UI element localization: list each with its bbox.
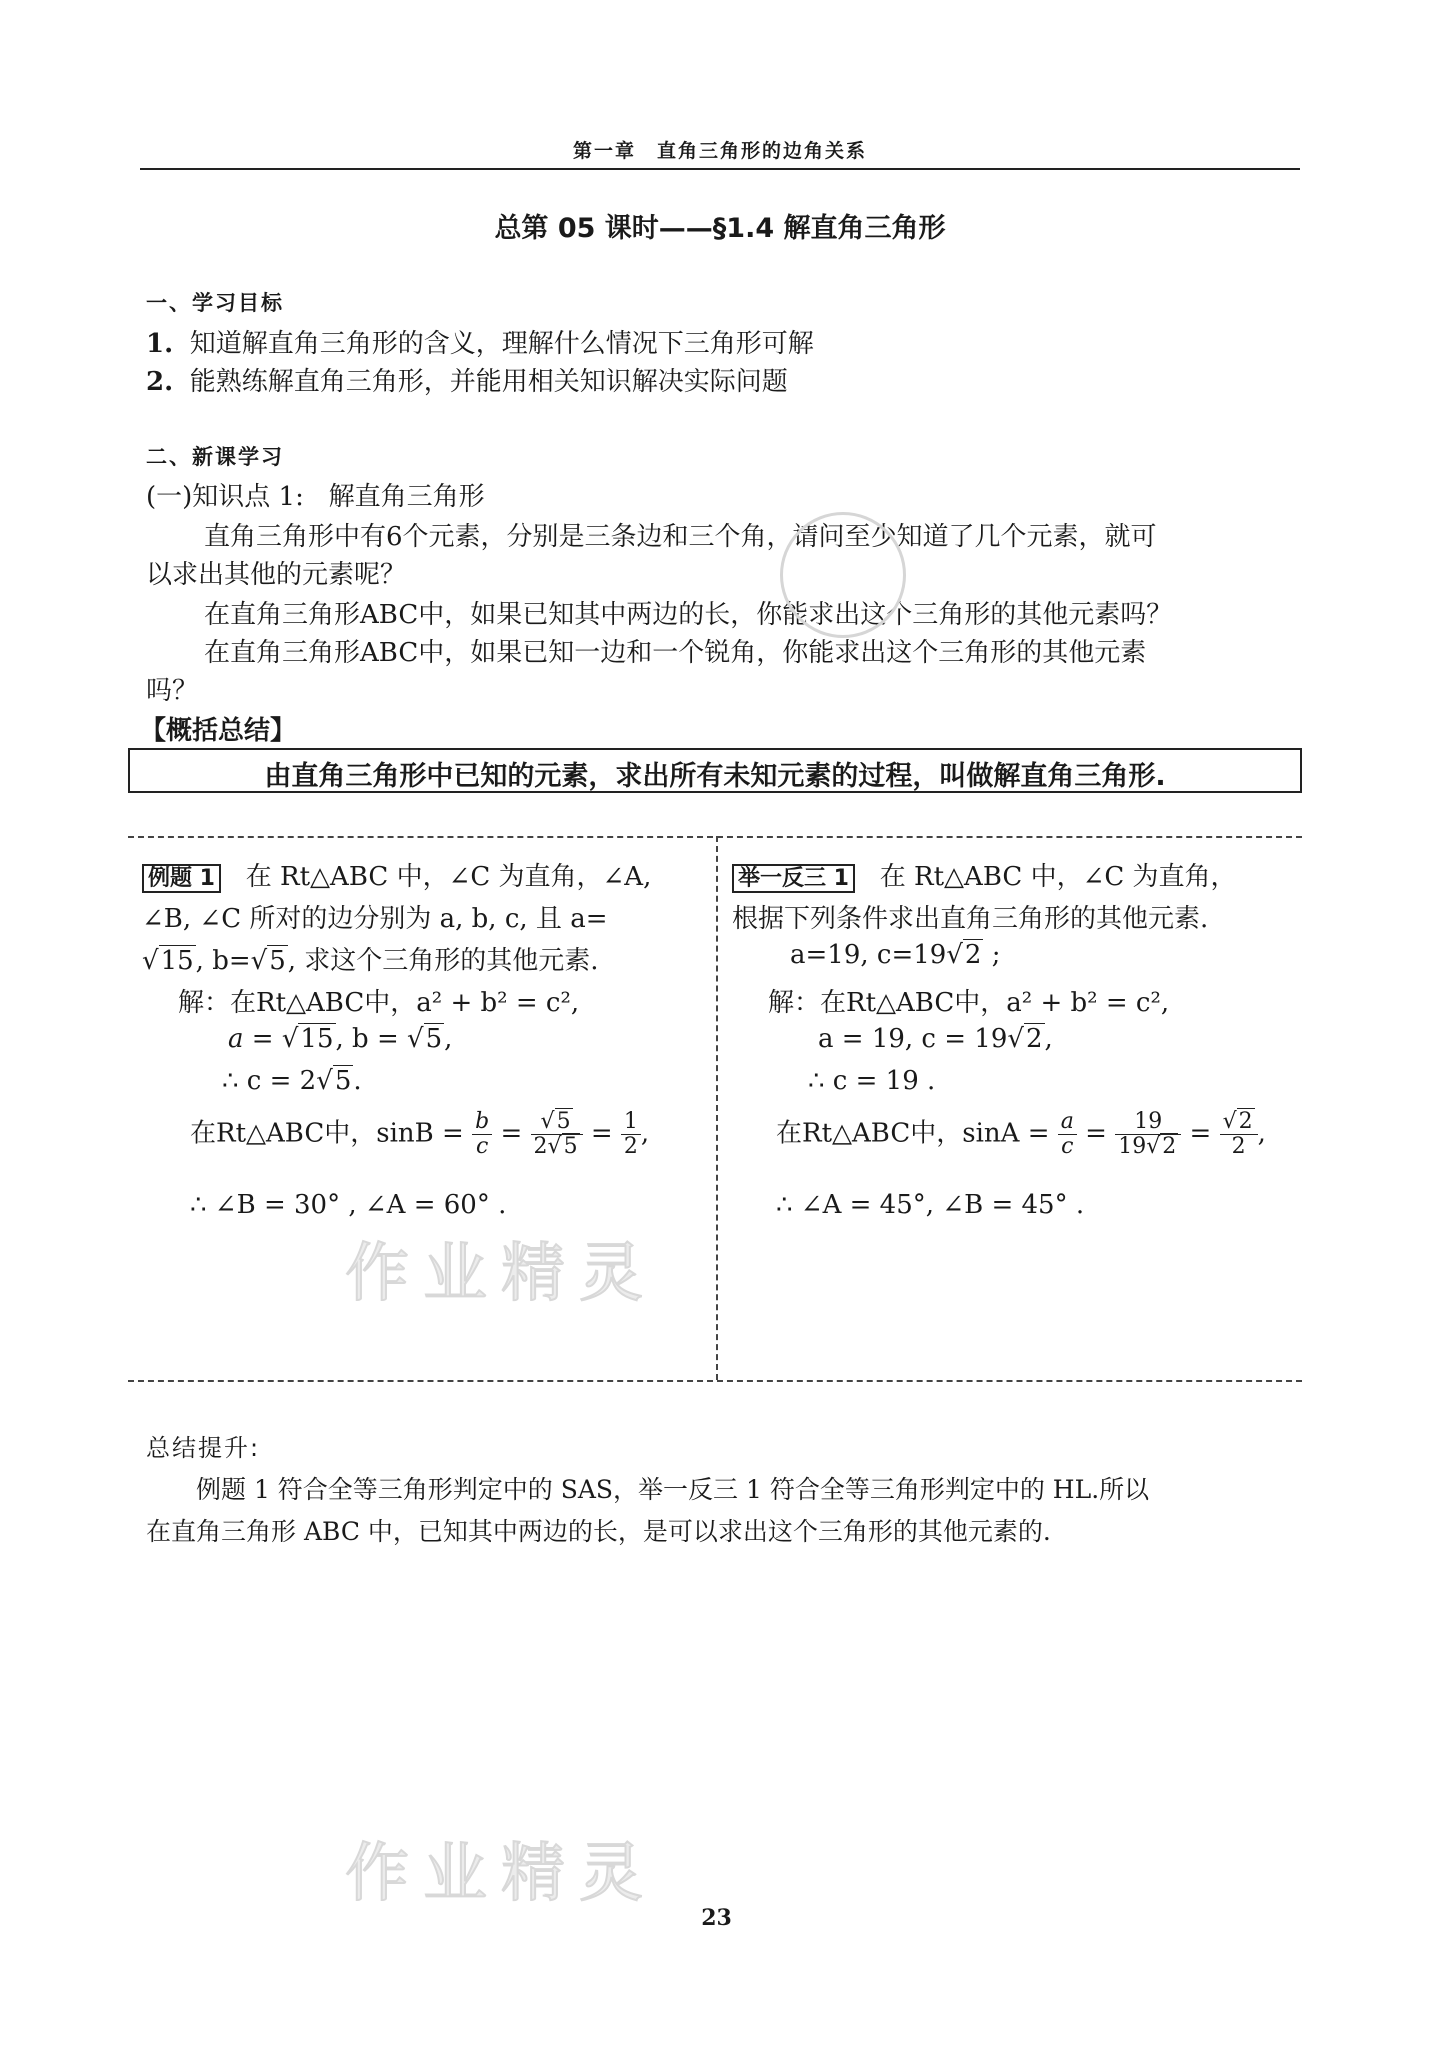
objective-2-text: 能熟练解直角三角形，并能用相关知识解决实际问题 [189,367,788,397]
examples-top-border [128,836,1302,838]
example2-line1-text: 在 Rt△ABC 中，∠C 为直角， [879,862,1237,892]
header-rule [140,168,1300,170]
example1-frac2-den-coef: 2 [533,1134,548,1160]
example1-sol2d: 5 [425,1024,443,1054]
summary-text: 由直角三角形中已知的元素，求出所有未知元素的过程，叫做解直角三角形. [264,761,1166,792]
watermark-2: 作业精灵 [345,1837,657,1911]
watermark-1: 作业精灵 [345,1237,657,1311]
example1-sol3c: . [353,1066,362,1096]
conclusion-line1: 例题 1 符合全等三角形判定中的 SAS，举一反三 1 符合全等三角形判定中的 HL.所以 [196,1475,1150,1504]
example2-line2: 根据下列条件求出直角三角形的其他元素. [732,904,1209,934]
summary-heading: 【概括总结】 [140,716,297,746]
objective-2-num: 2. [146,367,174,397]
example2-frac3 [1220,1110,1258,1159]
para1-line2: 以求出其他的元素呢？ [146,560,407,590]
example2-sol1: 解：在Rt△ABC中，a² + b² = c², [768,988,1170,1018]
section1-heading: 一、学习目标 [146,291,284,315]
para3-line1: 在直角三角形ABC中，如果已知一边和一个锐角，你能求出这个三角形的其他元素 [204,638,1147,668]
example1-line2: ∠B, ∠C 所对的边分别为 a, b, c, 且 a= [142,904,608,934]
example1-sol3a: ∴ c = 2 [222,1066,317,1096]
example1-label: 例题 1 [142,864,221,893]
example1-frac2-den-rad: 5 [563,1134,578,1160]
objective-1-text: 知道解直角三角形的含义，理解什么情况下三角形可解 [189,329,814,359]
example1-sol2: a = √15, b = √5, [228,1024,453,1054]
example2-frac3-num: √2 [1220,1110,1258,1135]
example1-frac1 [472,1110,492,1159]
example1-line1 [142,856,651,893]
example1-line1-text: 在 Rt△ABC 中，∠C 为直角，∠A, [245,862,652,892]
page-number: 23 [701,1905,732,1931]
example1-frac1-num: b [472,1110,492,1135]
section2-heading: 二、新课学习 [146,445,284,469]
example2-sol5: ∴ ∠A = 45°, ∠B = 45° . [776,1190,1085,1220]
chapter-header: 第一章 直角三角形的边角关系 [572,140,867,162]
example2-sol2a: a = 19, c = 19 [818,1024,1008,1054]
example2-frac1-num: a [1058,1110,1077,1135]
example1-sqrt15: 15 [160,946,194,976]
objective-1 [146,323,814,360]
para3-line2: 吗？ [146,676,199,706]
objective-2 [146,361,788,398]
example2-frac3-den: 2 [1231,1134,1246,1160]
para1-line1: 直角三角形中有6个元素，分别是三条边和三个角，请问至少知道了几个元素，就可 [204,522,1157,552]
example2-sol2c: , [1044,1024,1053,1054]
example1-sol1: 解：在Rt△ABC中，a² + b² = c², [178,988,580,1018]
example2-frac2 [1115,1110,1181,1159]
knowledge-point [146,476,485,513]
examples-bottom-border [128,1380,1302,1382]
example1-frac2-num-rad: 5 [556,1109,571,1134]
example1-sol2c: , b = [335,1024,399,1054]
example2-sol2b: 2 [1025,1024,1043,1054]
example2-line3a: a=19, c=19 [790,940,947,970]
example1-sol4: 在Rt△ABC中，sinB = $\frac{b}{c}$ = $\frac{√5}{2√5}$ = $\frac{1}{2}$ , [190,1109,650,1160]
example1-sol2b: 15 [300,1024,334,1054]
example1-frac3-den: 2 [623,1134,638,1160]
example1-block [142,856,651,893]
example2-sol4a: 在Rt△ABC中，sinA = [776,1118,1050,1149]
objective-1-num: 1. [146,329,174,359]
example2-frac2-num: 19 [1115,1110,1181,1135]
example1-line3d: , 求这个三角形的其他元素. [287,946,599,976]
example1-frac3-num: 1 [621,1110,641,1135]
example1-frac2-den: 2√5 [533,1134,578,1160]
example1-frac3 [621,1110,641,1159]
example1-sol2a: a = [228,1024,274,1054]
examples-divider [716,836,718,1380]
example2-sol4: 在Rt△ABC中，sinA = $\frac{a}{c}$ = $\frac{19}{19√2}$ = $\frac{√2}{2}$ , [776,1109,1266,1160]
example2-label: 举一反三 1 [732,864,855,893]
conclusion-heading: 总结提升: [146,1434,261,1462]
example2-line3c: ; [983,940,1001,970]
example1-frac2-num: √5 [531,1110,583,1135]
knowledge-point-label: (一)知识点 1: [146,482,304,512]
example1-sol4b: , [640,1118,650,1149]
knowledge-point-title: 解直角三角形 [328,482,485,512]
conclusion-line2: 在直角三角形 ABC 中，已知其中两边的长，是可以求出这个三角形的其他元素的. [146,1517,1051,1546]
example1-sqrt5: 5 [269,946,286,976]
example1-line3: √15, b=√5, 求这个三角形的其他元素. [142,946,599,976]
example2-line3: a=19, c=19√2 ; [790,940,1001,970]
lesson-title: 总第 05 课时——§1.4 解直角三角形 [494,213,946,244]
example1-frac1-den: c [475,1134,489,1160]
example1-sol4a: 在Rt△ABC中，sinB = [190,1118,464,1149]
example2-line1 [732,856,1237,893]
stamp-watermark [780,512,906,638]
para2: 在直角三角形ABC中，如果已知其中两边的长，你能求出这个三角形的其他元素吗？ [204,600,1173,630]
example2-sol2: a = 19, c = 19√2, [818,1024,1053,1054]
example2-frac3-num-rad: 2 [1238,1109,1253,1134]
example2-sol4b: , [1257,1118,1266,1149]
example1-sol3b: 5 [334,1066,352,1096]
example1-frac2 [531,1110,583,1159]
example1-sol3: ∴ c = 2√5. [222,1066,362,1096]
example2-frac2-den-rad: 2 [1162,1134,1177,1160]
example1-sol2e: , [444,1024,453,1054]
example1-sol5: ∴ ∠B = 30° , ∠A = 60° . [190,1190,507,1220]
example1-line3b: , b= [195,946,251,976]
example2-sol3: ∴ c = 19 . [808,1066,936,1096]
example2-frac1-den: c [1061,1134,1074,1160]
example2-line3b: 2 [964,940,982,970]
example2-frac1 [1058,1110,1077,1159]
example2-frac2-den: 19√2 [1118,1134,1177,1160]
example2-frac2-den-coef: 19 [1118,1134,1147,1160]
